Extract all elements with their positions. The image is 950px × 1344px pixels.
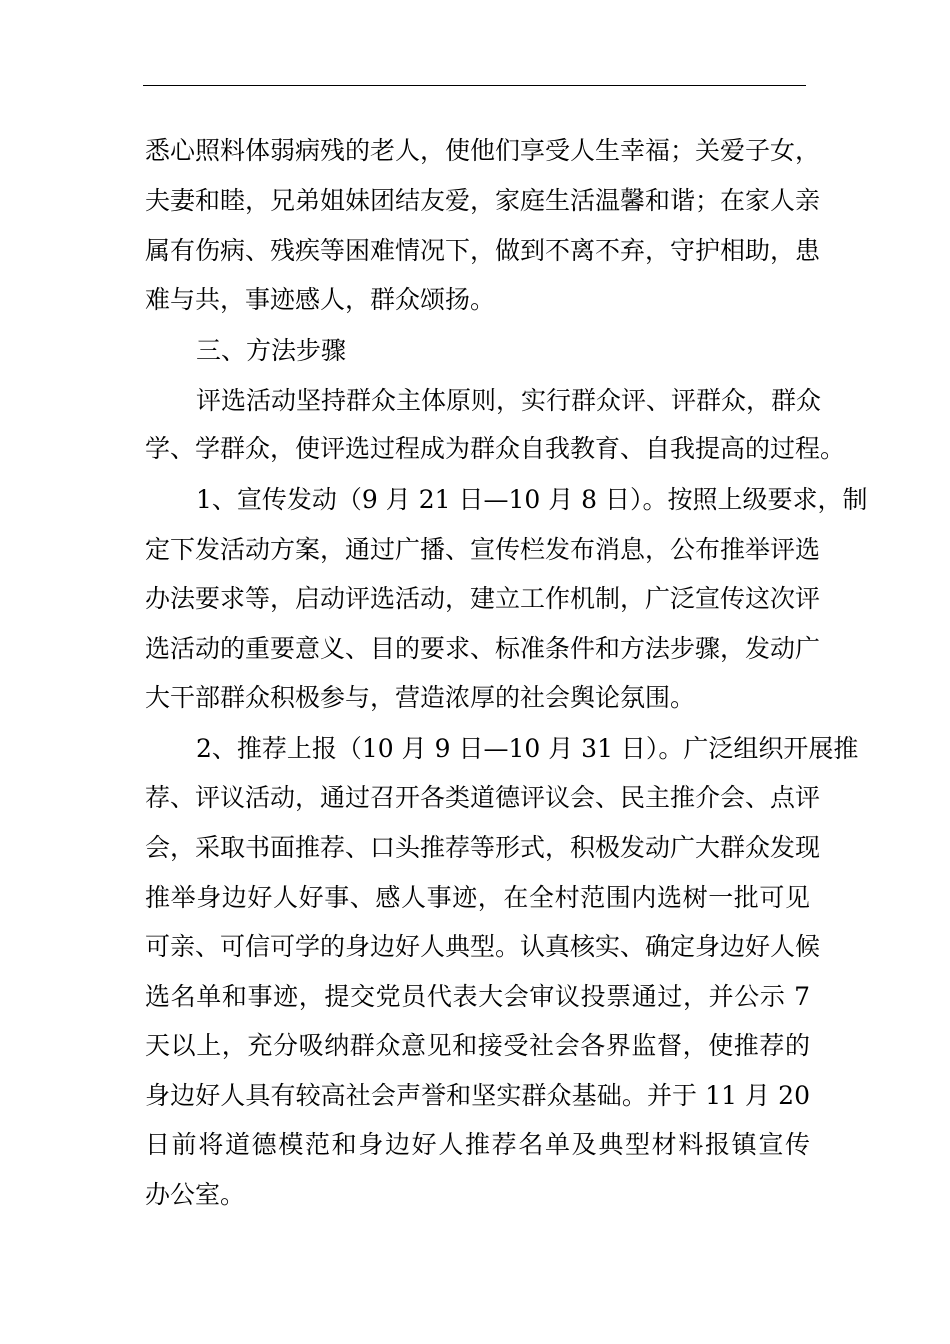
text-line: 属有伤病、残疾等困难情况下，做到不离不弃，守护相助，患 [145, 236, 821, 265]
text-line: 荐、评议活动，通过召开各类道德评议会、民主推介会、点评 [145, 783, 821, 812]
text-line: 日前将道德模范和身边好人推荐名单及典型材料报镇宣传 [145, 1130, 810, 1159]
text-line: 身边好人具有较高社会声誉和坚实群众基础。并于 11 月 20 [145, 1081, 810, 1110]
text-line: 选活动的重要意义、目的要求、标准条件和方法步骤，发动广 [145, 634, 821, 663]
text-line: 会，采取书面推荐、口头推荐等形式，积极发动广大群众发现 [145, 833, 821, 862]
text-line: 可亲、可信可学的身边好人典型。认真核实、确定身边好人候 [145, 932, 821, 961]
text-line: 办法要求等，启动评选活动，建立工作机制，广泛宣传这次评 [145, 584, 821, 613]
text-line: 夫妻和睦，兄弟姐妹团结友爱，家庭生活温馨和谐；在家人亲 [145, 186, 821, 215]
text-line: 大干部群众积极参与，营造浓厚的社会舆论氛围。 [145, 683, 696, 712]
text-line: 办公室。 [145, 1180, 246, 1209]
text-line: 定下发活动方案，通过广播、宣传栏发布消息，公布推举评选 [145, 535, 821, 564]
text-line: 天以上，充分吸纳群众意见和接受社会各界监督，使推荐的 [145, 1031, 810, 1060]
text-line: 悉心照料体弱病残的老人，使他们享受人生幸福；关爱子女， [145, 136, 821, 165]
text-line: 学、学群众，使评选过程成为群众自我教育、自我提高的过程。 [145, 434, 846, 463]
text-line: 评选活动坚持群众主体原则，实行群众评、评群众，群众 [196, 386, 822, 415]
text-line: 难与共，事迹感人，群众颂扬。 [145, 285, 496, 314]
text-line: 推举身边好人好事、感人事迹，在全村范围内选树一批可见 [145, 883, 810, 912]
text-line: 1、宣传发动（9 月 21 日—10 月 8 日）。按照上级要求，制 [196, 485, 868, 514]
section-heading: 三、方法步骤 [196, 336, 347, 365]
text-line: 选名单和事迹，提交党员代表大会审议投票通过，并公示 7 [145, 982, 810, 1011]
header-rule [143, 85, 806, 86]
text-line: 2、推荐上报（10 月 9 日—10 月 31 日）。广泛组织开展推 [196, 734, 859, 763]
